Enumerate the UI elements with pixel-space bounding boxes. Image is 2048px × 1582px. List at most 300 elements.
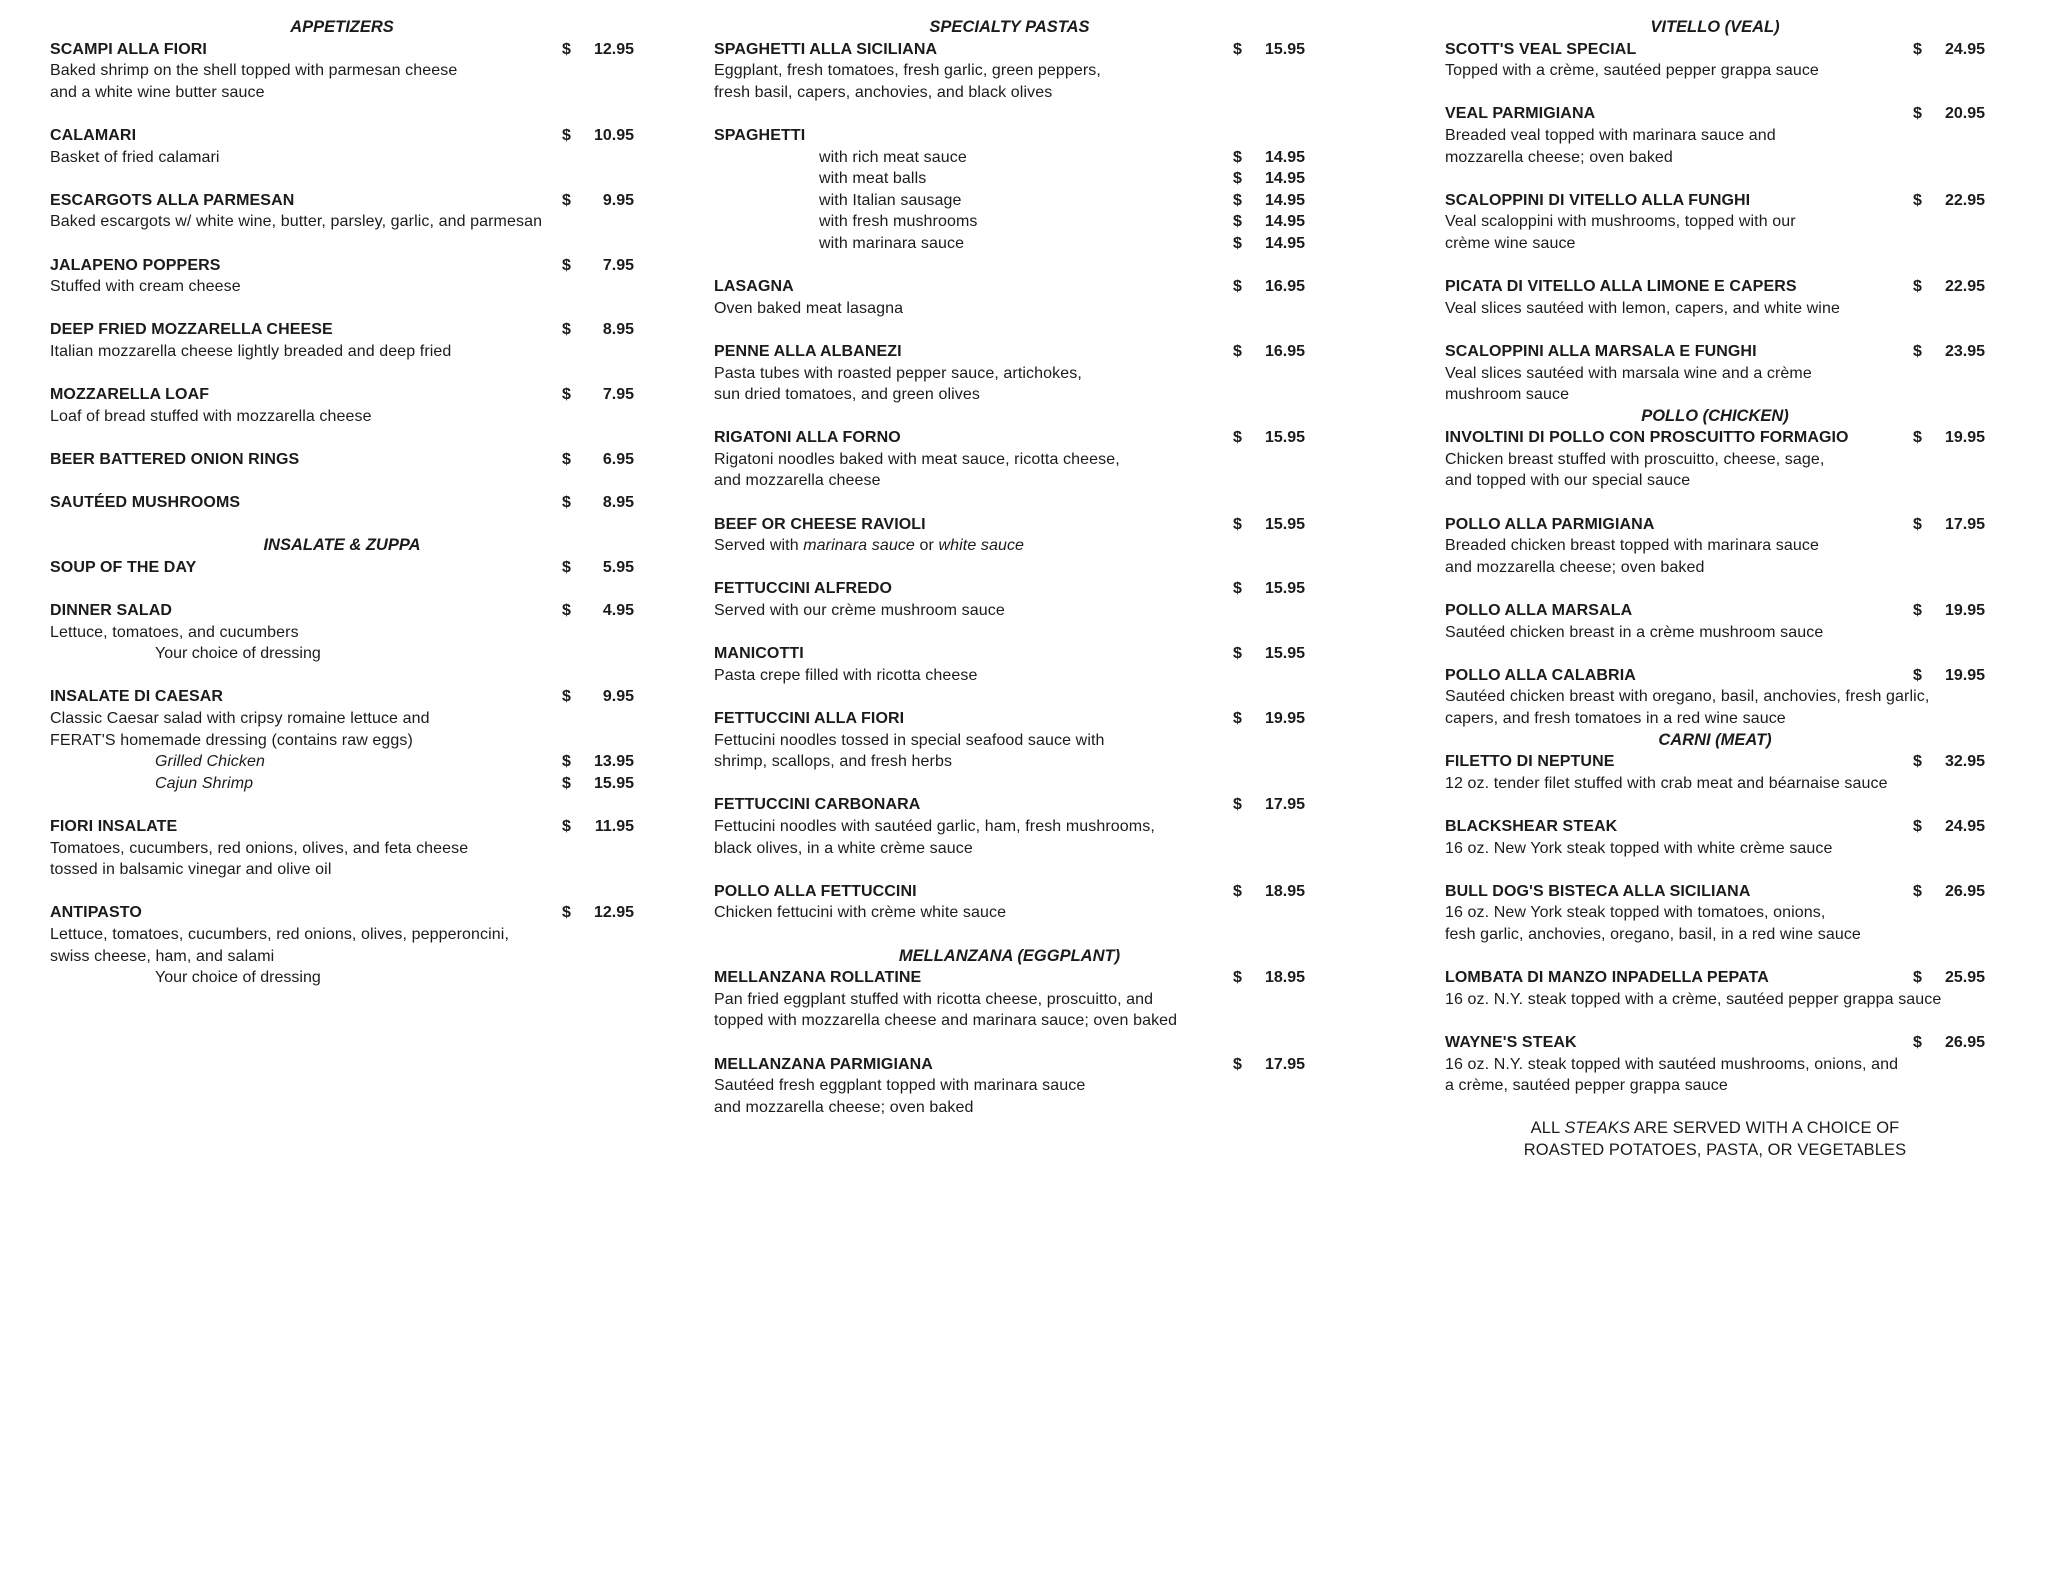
item-description-row — [714, 838, 1305, 860]
description-text: Sautéed fresh eggplant topped with marinara sauce — [714, 1077, 1086, 1095]
menu-item-row — [50, 255, 634, 277]
description-text: Lettuce, tomatoes, and cucumbers — [50, 623, 299, 641]
price-value: 19.95 — [1944, 666, 1985, 684]
item-price — [1233, 881, 1305, 903]
description-text: 16 oz. New York steak topped with tomatoes, onions, — [1445, 904, 1826, 922]
item-description-row — [1445, 557, 1985, 579]
menu-column-veal-chicken-meat — [1445, 17, 1985, 1161]
blank-row — [50, 514, 634, 536]
item-price — [1913, 39, 1985, 61]
description-text: topped with mozzarella cheese and marinara sauce; oven baked — [714, 1012, 1178, 1030]
blank-row — [1445, 168, 1985, 190]
item-price — [1233, 514, 1305, 536]
blank-row — [1445, 319, 1985, 341]
price-value: 15.95 — [1264, 580, 1305, 598]
description-text: Baked shrimp on the shell topped with parmesan cheese — [50, 62, 458, 80]
menu-item-row — [714, 643, 1305, 665]
blank-row — [1445, 1097, 1985, 1119]
currency-symbol: $ — [1233, 580, 1242, 598]
description-text: Your choice of dressing — [155, 969, 321, 987]
description-text: Sautéed chicken breast with oregano, basil, anchovies, fresh garlic, — [1445, 688, 1930, 706]
blank-row — [1445, 946, 1985, 968]
item-price — [562, 319, 634, 341]
price-value: 14.95 — [1264, 148, 1305, 166]
item-description-row — [50, 946, 634, 968]
description-text: Pan fried eggplant stuffed with ricotta cheese, proscuitto, and — [714, 990, 1154, 1008]
blank-row — [50, 298, 634, 320]
description-text: fesh garlic, anchovies, oregano, basil, in a red wine sauce — [1445, 925, 1861, 943]
blank-row — [50, 363, 634, 385]
item-name: FETTUCCINI CARBONARA — [714, 796, 921, 814]
description-text: Topped with a crème, sautéed pepper grappa sauce — [1445, 62, 1819, 80]
description-text: black olives, in a white crème sauce — [714, 839, 973, 857]
item-description-row — [714, 665, 1305, 687]
item-description-row — [714, 82, 1305, 104]
section-header-row — [1445, 406, 1985, 428]
item-name: LOMBATA DI MANZO INPADELLA PEPATA — [1445, 969, 1769, 987]
item-name: DINNER SALAD — [50, 602, 173, 620]
item-name: FETTUCCINI ALLA FIORI — [714, 710, 905, 727]
item-name: CALAMARI — [50, 126, 137, 144]
item-name: SCAMPI ALLA FIORI — [50, 40, 207, 58]
item-description-row — [1445, 384, 1985, 406]
price-value: 24.95 — [1944, 40, 1985, 58]
menu-subitem-row — [714, 168, 1305, 190]
item-price — [1913, 276, 1985, 298]
menu-subitem-row — [50, 751, 634, 773]
menu-subitem-row — [714, 190, 1305, 212]
currency-symbol: $ — [562, 817, 571, 835]
currency-symbol: $ — [1913, 191, 1922, 209]
item-name: POLLO ALLA PARMIGIANA — [1445, 515, 1655, 533]
currency-symbol: $ — [1913, 515, 1922, 533]
description-text: and topped with our special sauce — [1445, 472, 1691, 490]
description-segment: marinara sauce — [803, 537, 915, 555]
currency-symbol: $ — [1913, 753, 1922, 771]
currency-symbol: $ — [1233, 342, 1242, 360]
price-value: 22.95 — [1944, 278, 1985, 296]
item-description-row — [714, 60, 1305, 82]
section-title: POLLO (CHICKEN) — [1641, 406, 1789, 425]
item-price — [1913, 751, 1985, 773]
description-text: 16 oz. N.Y. steak topped with sautéed mushrooms, onions, and — [1445, 1055, 1899, 1073]
price-value: 15.95 — [1264, 515, 1305, 533]
description-text: Lettuce, tomatoes, cucumbers, red onions, olives, pepperoncini, — [50, 925, 509, 943]
item-description-row — [714, 816, 1305, 838]
description-text: Veal slices sautéed with marsala wine and a crème — [1445, 364, 1812, 382]
price-value: 7.95 — [602, 256, 634, 274]
description-segment: ROASTED POTATOES, PASTA, OR VEGETABLES — [1523, 1140, 1907, 1159]
item-name: FILETTO DI NEPTUNE — [1445, 753, 1615, 771]
item-description-row — [1445, 622, 1985, 644]
item-price — [562, 190, 634, 212]
item-description-row — [714, 363, 1305, 385]
blank-row — [1445, 859, 1985, 881]
item-price — [1913, 967, 1985, 989]
currency-symbol: $ — [1913, 882, 1922, 900]
price-value: 15.95 — [1264, 645, 1305, 663]
item-price — [562, 125, 634, 147]
item-description-row — [714, 384, 1305, 406]
description-text: Baked escargots w/ white wine, butter, parsley, garlic, and parmesan — [50, 213, 543, 231]
menu-item-row — [714, 578, 1305, 600]
description-text: shrimp, scallops, and fresh herbs — [714, 753, 953, 771]
price-value: 8.95 — [602, 494, 634, 512]
currency-symbol: $ — [1233, 40, 1242, 58]
item-name: INSALATE DI CAESAR — [50, 688, 224, 706]
item-name: with rich meat sauce — [819, 148, 967, 166]
description-text: and mozzarella cheese; oven baked — [1445, 558, 1705, 576]
description-segment: STEAKS — [1564, 1119, 1631, 1138]
section-title: VITELLO (VEAL) — [1650, 18, 1780, 36]
price-value: 17.95 — [1944, 515, 1985, 533]
price-value: 14.95 — [1264, 170, 1305, 188]
item-name: SAUTÉED MUSHROOMS — [50, 494, 241, 512]
description-text: Eggplant, fresh tomatoes, fresh garlic, green peppers, — [714, 62, 1101, 80]
item-price — [1913, 514, 1985, 536]
description-segment: white sauce — [938, 537, 1025, 555]
menu-item-row — [1445, 967, 1985, 989]
menu-item-row — [714, 881, 1305, 903]
price-value: 16.95 — [1264, 342, 1305, 360]
item-name: SOUP OF THE DAY — [50, 558, 197, 576]
description-text: mozzarella cheese; oven baked — [1445, 148, 1673, 166]
item-price — [1233, 276, 1305, 298]
item-description-row — [50, 838, 634, 860]
item-name: PICATA DI VITELLO ALLA LIMONE E CAPERS — [1445, 278, 1797, 296]
currency-symbol: $ — [1913, 40, 1922, 58]
description-text: sun dried tomatoes, and green olives — [714, 386, 980, 404]
price-value: 26.95 — [1944, 1033, 1985, 1051]
currency-symbol: $ — [562, 40, 571, 58]
item-price — [1233, 1054, 1305, 1076]
blank-row — [1445, 794, 1985, 816]
menu-item-row — [50, 319, 634, 341]
description-text: Stuffed with cream cheese — [50, 278, 241, 296]
item-description-row — [50, 708, 634, 730]
description-segment: Served with — [714, 537, 804, 555]
description-text: Breaded chicken breast topped with marinara sauce — [1445, 537, 1820, 555]
menu-item-row — [1445, 816, 1985, 838]
menu-item-row — [714, 276, 1305, 298]
currency-symbol: $ — [1913, 105, 1922, 123]
currency-symbol: $ — [1913, 342, 1922, 360]
menu-item-row — [714, 794, 1305, 816]
blank-row — [714, 622, 1305, 644]
menu-item-row — [50, 384, 634, 406]
item-description-row — [714, 298, 1305, 320]
item-description-row — [714, 989, 1305, 1011]
item-price — [562, 816, 634, 838]
item-price — [562, 686, 634, 708]
menu-item-row — [1445, 751, 1985, 773]
section-header-row — [714, 17, 1305, 39]
blank-row — [714, 1032, 1305, 1054]
item-description-row — [50, 341, 634, 363]
currency-symbol: $ — [562, 602, 571, 620]
currency-symbol: $ — [1233, 429, 1242, 447]
item-price — [1913, 881, 1985, 903]
description-text: Tomatoes, cucumbers, red onions, olives, and feta cheese — [50, 839, 469, 857]
price-value: 15.95 — [1264, 429, 1305, 447]
price-value: 19.95 — [1264, 710, 1305, 727]
item-price — [1913, 427, 1985, 449]
price-value: 10.95 — [593, 126, 634, 144]
item-name: JALAPENO POPPERS — [50, 256, 221, 274]
price-value: 24.95 — [1944, 817, 1985, 835]
item-description-row — [714, 1097, 1305, 1119]
currency-symbol: $ — [562, 558, 571, 576]
menu-item-row — [714, 39, 1305, 61]
price-value: 14.95 — [1264, 213, 1305, 231]
description-text: crème wine sauce — [1445, 234, 1576, 252]
item-name: POLLO ALLA CALABRIA — [1445, 666, 1636, 684]
currency-symbol: $ — [562, 126, 571, 144]
price-value: 25.95 — [1944, 969, 1985, 987]
currency-symbol: $ — [562, 191, 571, 209]
item-name: with fresh mushrooms — [819, 213, 978, 231]
item-description-row — [714, 470, 1305, 492]
currency-symbol: $ — [1913, 666, 1922, 684]
currency-symbol: $ — [562, 774, 571, 792]
item-description-row — [50, 147, 634, 169]
item-description-row — [1445, 535, 1985, 557]
menu-item-row — [1445, 665, 1985, 687]
item-name: FIORI INSALATE — [50, 817, 178, 835]
menu-note-row — [1445, 1140, 1985, 1162]
blank-row — [714, 924, 1305, 946]
description-text: Sautéed chicken breast in a crème mushroom sauce — [1445, 623, 1824, 641]
item-price — [1913, 190, 1985, 212]
description-text: Veal scaloppini with mushrooms, topped with our — [1445, 213, 1796, 231]
item-price — [562, 384, 634, 406]
item-name: WAYNE'S STEAK — [1445, 1033, 1577, 1051]
item-description-row — [50, 211, 634, 233]
item-description-row — [1445, 902, 1985, 924]
item-description-row — [1445, 470, 1985, 492]
currency-symbol: $ — [1233, 213, 1242, 231]
menu-item-row — [50, 600, 634, 622]
menu-item-row — [1445, 190, 1985, 212]
item-price — [1913, 665, 1985, 687]
item-name: POLLO ALLA FETTUCCINI — [714, 882, 917, 900]
item-price — [1913, 600, 1985, 622]
item-name: with marinara sauce — [819, 234, 965, 252]
item-description-row — [1445, 686, 1985, 708]
description-text: Chicken breast stuffed with proscuitto, cheese, sage, — [1445, 450, 1825, 468]
description-text: Pasta tubes with roasted pepper sauce, artichokes, — [714, 364, 1082, 382]
blank-row — [714, 492, 1305, 514]
item-price — [1233, 190, 1305, 212]
menu-subitem-row — [50, 773, 634, 795]
item-name: BEER BATTERED ONION RINGS — [50, 450, 300, 468]
menu-item-row — [50, 190, 634, 212]
currency-symbol: $ — [1233, 278, 1242, 296]
description-text: and mozzarella cheese; oven baked — [714, 1098, 974, 1116]
currency-symbol: $ — [1233, 234, 1242, 252]
currency-symbol: $ — [1913, 602, 1922, 620]
currency-symbol: $ — [562, 494, 571, 512]
item-description-row — [50, 60, 634, 82]
item-name: MELLANZANA PARMIGIANA — [714, 1055, 933, 1073]
item-description-row — [1445, 1075, 1985, 1097]
price-value: 14.95 — [1264, 234, 1305, 252]
blank-row — [1445, 1010, 1985, 1032]
item-description-row — [50, 730, 634, 752]
section-header-row — [50, 535, 634, 557]
currency-symbol: $ — [1233, 710, 1242, 727]
price-value: 4.95 — [602, 602, 634, 620]
section-header-row — [1445, 17, 1985, 39]
currency-symbol: $ — [1913, 429, 1922, 447]
currency-symbol: $ — [1233, 148, 1242, 166]
section-title: INSALATE & ZUPPA — [263, 536, 421, 555]
menu-item-row — [50, 557, 634, 579]
item-description-row — [1445, 1054, 1985, 1076]
item-description-row — [1445, 449, 1985, 471]
blank-row — [1445, 82, 1985, 104]
item-description-row — [50, 82, 634, 104]
menu-item-row — [50, 449, 634, 471]
price-value: 13.95 — [593, 753, 634, 771]
price-value: 23.95 — [1944, 342, 1985, 360]
item-price — [562, 600, 634, 622]
description-text: capers, and fresh tomatoes in a red wine sauce — [1445, 710, 1786, 727]
item-description-row — [1445, 708, 1985, 730]
item-name: Cajun Shrimp — [155, 774, 254, 792]
section-header-row — [714, 946, 1305, 968]
item-description-row — [1445, 298, 1985, 320]
item-price — [562, 39, 634, 61]
price-value: 19.95 — [1944, 602, 1985, 620]
blank-row — [714, 103, 1305, 125]
item-name: MOZZARELLA LOAF — [50, 386, 210, 404]
blank-row — [714, 319, 1305, 341]
currency-symbol: $ — [1913, 278, 1922, 296]
item-name: ESCARGOTS ALLA PARMESAN — [50, 191, 295, 209]
price-value: 9.95 — [602, 688, 634, 706]
item-description-row — [50, 967, 634, 989]
currency-symbol: $ — [562, 256, 571, 274]
currency-symbol: $ — [1233, 882, 1242, 900]
description-segment: or — [914, 537, 939, 555]
item-description-row — [50, 406, 634, 428]
price-value: 12.95 — [593, 904, 634, 922]
item-description-row — [50, 859, 634, 881]
price-value: 18.95 — [1264, 969, 1305, 987]
blank-row — [50, 427, 634, 449]
currency-symbol: $ — [1233, 515, 1242, 533]
blank-row — [50, 103, 634, 125]
price-value: 8.95 — [602, 321, 634, 339]
item-name: ANTIPASTO — [50, 904, 142, 922]
price-value: 12.95 — [593, 40, 634, 58]
menu-item-row — [1445, 341, 1985, 363]
price-value: 15.95 — [1264, 40, 1305, 58]
blank-row — [714, 773, 1305, 795]
item-price — [1233, 147, 1305, 169]
item-price — [562, 492, 634, 514]
item-description-row — [1445, 363, 1985, 385]
blank-row — [50, 233, 634, 255]
item-name: SCALOPPINI DI VITELLO ALLA FUNGHI — [1445, 191, 1751, 209]
price-value: 16.95 — [1264, 278, 1305, 296]
description-text: Fettucini noodles tossed in special seafood sauce with — [714, 731, 1105, 749]
item-name: POLLO ALLA MARSALA — [1445, 602, 1633, 620]
item-description-row — [50, 924, 634, 946]
description-text: Veal slices sautéed with lemon, capers, and white wine — [1445, 299, 1840, 317]
item-name: Grilled Chicken — [155, 753, 265, 771]
item-name: MELLANZANA ROLLATINE — [714, 969, 922, 987]
item-price — [1233, 794, 1305, 816]
item-description-row — [1445, 147, 1985, 169]
section-header-row — [1445, 730, 1985, 752]
item-price — [562, 751, 634, 773]
description-text: Served with our crème mushroom sauce — [714, 602, 1005, 620]
description-text: Basket of fried calamari — [50, 148, 220, 166]
menu-item-row — [714, 967, 1305, 989]
item-description-row — [50, 622, 634, 644]
menu-item-row — [1445, 103, 1985, 125]
item-name: FETTUCCINI ALFREDO — [714, 580, 893, 598]
item-name: SCALOPPINI ALLA MARSALA E FUNGHI — [1445, 342, 1757, 360]
item-name: INVOLTINI DI POLLO CON PROSCUITTO FORMAGIO — [1445, 429, 1849, 447]
item-name: SPAGHETTI — [714, 126, 806, 144]
currency-symbol: $ — [1233, 170, 1242, 188]
currency-symbol: $ — [562, 386, 571, 404]
item-name: PENNE ALLA ALBANEZI — [714, 342, 902, 360]
blank-row — [714, 255, 1305, 277]
menu-column-pastas-eggplant — [714, 17, 1305, 1118]
item-price — [1233, 233, 1305, 255]
currency-symbol: $ — [1233, 969, 1242, 987]
blank-row — [714, 557, 1305, 579]
item-name: SCOTT'S VEAL SPECIAL — [1445, 40, 1637, 58]
description-text: tossed in balsamic vinegar and olive oil — [50, 861, 332, 879]
item-name: RIGATONI ALLA FORNO — [714, 429, 901, 447]
item-name: BLACKSHEAR STEAK — [1445, 817, 1618, 835]
menu-item-row — [50, 816, 634, 838]
item-price — [1913, 341, 1985, 363]
price-value: 22.95 — [1944, 191, 1985, 209]
description-text: swiss cheese, ham, and salami — [50, 947, 275, 965]
item-price — [1913, 1032, 1985, 1054]
menu-item-row — [1445, 600, 1985, 622]
price-value: 9.95 — [602, 191, 634, 209]
item-price — [1233, 211, 1305, 233]
price-value: 18.95 — [1264, 882, 1305, 900]
description-text: Your choice of dressing — [155, 645, 321, 663]
description-text: Breaded veal topped with marinara sauce and — [1445, 126, 1776, 144]
item-description-row — [1445, 838, 1985, 860]
menu-item-row — [50, 125, 634, 147]
section-title: SPECIALTY PASTAS — [929, 18, 1090, 36]
menu-item-row — [1445, 39, 1985, 61]
menu-item-row — [714, 341, 1305, 363]
menu-item-row — [714, 125, 1305, 147]
section-header-row — [50, 17, 634, 39]
item-description-row — [714, 535, 1305, 557]
description-text: mushroom sauce — [1445, 386, 1570, 404]
currency-symbol: $ — [1233, 645, 1242, 663]
menu-item-row — [50, 39, 634, 61]
price-value: 14.95 — [1264, 191, 1305, 209]
description-text: 16 oz. N.Y. steak topped with a crème, sautéed pepper grappa sauce — [1445, 990, 1942, 1008]
item-description-row — [714, 730, 1305, 752]
menu-item-row — [714, 427, 1305, 449]
description-text: a crème, sautéed pepper grappa sauce — [1445, 1077, 1728, 1095]
menu-item-row — [714, 708, 1305, 730]
